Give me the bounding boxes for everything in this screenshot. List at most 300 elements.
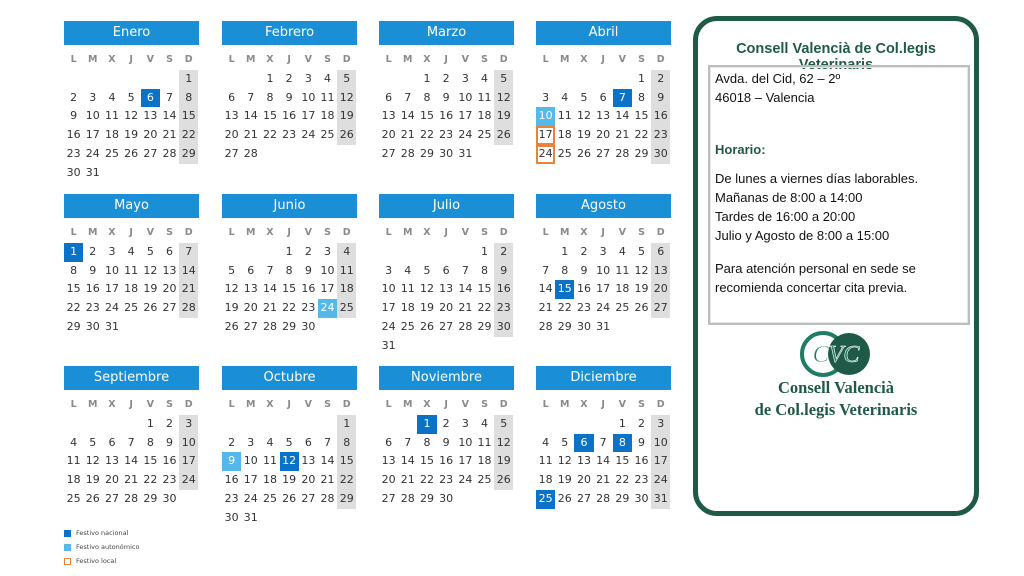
day-cell: 10 — [243, 454, 258, 468]
day-cell: 24 — [301, 128, 316, 142]
day-cell: 25 — [337, 299, 356, 318]
day-cell: 17 — [104, 282, 119, 296]
day-cell: 5 — [638, 244, 646, 258]
day-cell: 28 — [615, 146, 630, 160]
month-header: Julio — [379, 194, 514, 218]
day-cell: 25 — [262, 491, 277, 505]
day-cell: 4 — [542, 435, 550, 449]
day-cell: 5 — [494, 70, 513, 89]
empty-cell — [222, 70, 241, 89]
empty-cell — [122, 415, 141, 434]
weekday-label: L — [542, 227, 549, 238]
legend-national — [64, 526, 139, 540]
day-grid — [222, 51, 357, 164]
day-cell: 16 — [282, 109, 297, 123]
day-cell: 12 — [557, 454, 572, 468]
day-cell: 20 — [104, 473, 119, 487]
day-cell: 14 — [615, 109, 630, 123]
weekday-label: V — [618, 399, 627, 410]
day-cell: 15 — [419, 454, 434, 468]
day-cell: 22 — [337, 471, 356, 490]
weekday-label: J — [444, 399, 448, 410]
day-cell: 30 — [439, 146, 454, 160]
day-cell: 26 — [557, 491, 572, 505]
day-cell: 8 — [337, 434, 356, 453]
day-cell: 27 — [162, 301, 177, 315]
day-cell: 26 — [124, 146, 139, 160]
day-cell: 14 — [243, 109, 258, 123]
day-cell: 5 — [580, 90, 588, 104]
day-cell: 14 — [400, 454, 415, 468]
month-header: Agosto — [536, 194, 671, 218]
weekday-label: L — [385, 227, 392, 238]
day-cell: 13 — [224, 109, 239, 123]
day-cell: 4 — [561, 90, 569, 104]
weekday-label: J — [287, 54, 291, 65]
day-cell: 14 — [538, 282, 553, 296]
day-cell: 4 — [324, 71, 332, 85]
day-cell: 30 — [651, 145, 670, 164]
day-cell: 29 — [634, 146, 649, 160]
day-cell: 28 — [320, 491, 335, 505]
day-cell: 26 — [224, 319, 239, 333]
day-cell: 21 — [262, 301, 277, 315]
day-cell: 11 — [400, 282, 415, 296]
month-header: Mayo — [64, 194, 199, 218]
day-cell: 12 — [124, 109, 139, 123]
day-cell: 31 — [104, 319, 119, 333]
day-cell: 2 — [70, 90, 78, 104]
month-header: Octubre — [222, 366, 357, 390]
day-cell: 1 — [638, 71, 646, 85]
day-cell: 23 — [634, 473, 649, 487]
logo-letters: CVC — [812, 342, 860, 368]
day-cell: 11 — [557, 109, 572, 123]
panel-title: Consell Valencià de Col.legis Veterinaris — [736, 41, 936, 73]
month-header: Marzo — [379, 21, 514, 45]
weekday-label: S — [324, 227, 331, 238]
day-cell: 9 — [70, 109, 78, 123]
day-cell: 11 — [262, 454, 277, 468]
day-cell: 17 — [458, 454, 473, 468]
schedule-afternoons: Tardes de 16:00 a 20:00 — [715, 209, 856, 224]
day-cell: 21 — [458, 301, 473, 315]
day-cell: 19 — [419, 301, 434, 315]
day-cell: 23 — [224, 491, 239, 505]
day-cell: 30 — [85, 319, 100, 333]
day-cell: 4 — [481, 71, 489, 85]
day-cell: 15 — [337, 452, 356, 471]
day-cell: 16 — [494, 280, 513, 299]
day-cell: 22 — [66, 301, 81, 315]
day-cell: 11 — [477, 90, 492, 104]
weekday-label: S — [324, 399, 331, 410]
month-septiembre — [64, 366, 199, 509]
day-cell: 6 — [385, 90, 393, 104]
legend-autonomic-label: Festivo autonómico — [76, 543, 140, 551]
day-grid — [536, 396, 671, 509]
day-cell: 21 — [124, 473, 139, 487]
day-cell: 7 — [542, 263, 550, 277]
day-cell: 6 — [304, 435, 312, 449]
day-cell: 18 — [477, 454, 492, 468]
day-cell: 25 — [124, 301, 139, 315]
month-header: Septiembre — [64, 366, 199, 390]
legend — [64, 526, 139, 568]
day-cell: 27 — [224, 146, 239, 160]
legend-autonomic — [64, 540, 139, 554]
day-cell: 21 — [162, 128, 177, 142]
day-cell: 16 — [439, 109, 454, 123]
day-cell: 2 — [580, 244, 588, 258]
day-cell: 21 — [179, 280, 198, 299]
day-cell: 8 — [638, 90, 646, 104]
day-cell: 5 — [146, 244, 154, 258]
weekday-label: M — [403, 399, 413, 410]
day-cell: 3 — [461, 416, 469, 430]
empty-cell — [398, 415, 417, 434]
month-agosto — [536, 194, 671, 337]
day-cell: 17 — [301, 109, 316, 123]
weekday-label: X — [108, 399, 116, 410]
day-cell: 14 — [179, 262, 198, 281]
weekday-label: L — [70, 227, 77, 238]
weekday-label: V — [461, 54, 470, 65]
month-enero — [64, 21, 199, 183]
day-cell: 30 — [576, 319, 591, 333]
day-cell: 2 — [651, 70, 670, 89]
day-cell: 10 — [536, 107, 555, 126]
day-cell: 26 — [143, 301, 158, 315]
day-cell: 18 — [557, 128, 572, 142]
empty-cell — [222, 415, 241, 434]
empty-cell — [83, 415, 102, 434]
day-cell: 1 — [417, 415, 436, 434]
day-cell: 21 — [400, 128, 415, 142]
empty-cell — [318, 415, 337, 434]
weekday-label: J — [601, 227, 605, 238]
day-cell: 17 — [596, 282, 611, 296]
day-cell: 18 — [104, 128, 119, 142]
day-cell: 17 — [536, 126, 555, 145]
day-cell: 15 — [555, 280, 574, 299]
day-cell: 16 — [66, 128, 81, 142]
day-cell: 2 — [228, 435, 236, 449]
day-cell: 16 — [576, 282, 591, 296]
day-cell: 10 — [301, 90, 316, 104]
day-cell: 15 — [419, 109, 434, 123]
day-cell: 11 — [615, 263, 630, 277]
weekday-label: J — [444, 54, 448, 65]
day-cell: 9 — [638, 435, 646, 449]
day-cell: 12 — [634, 263, 649, 277]
day-cell: 1 — [179, 70, 198, 89]
day-cell: 11 — [320, 90, 335, 104]
month-febrero — [222, 21, 357, 164]
weekday-label: L — [542, 54, 549, 65]
month-junio — [222, 194, 357, 337]
day-cell: 24 — [458, 473, 473, 487]
weekday-label: S — [481, 54, 488, 65]
day-cell: 14 — [262, 282, 277, 296]
day-cell: 21 — [400, 473, 415, 487]
day-cell: 12 — [494, 89, 513, 108]
day-cell: 23 — [85, 301, 100, 315]
day-cell: 26 — [85, 491, 100, 505]
day-cell: 19 — [494, 452, 513, 471]
empty-cell — [536, 243, 555, 262]
day-cell: 17 — [458, 109, 473, 123]
day-cell: 17 — [243, 473, 258, 487]
day-cell: 2 — [494, 243, 513, 262]
day-cell: 1 — [481, 244, 489, 258]
day-cell: 7 — [324, 435, 332, 449]
day-cell: 13 — [104, 454, 119, 468]
day-cell: 20 — [301, 473, 316, 487]
day-cell: 21 — [538, 301, 553, 315]
day-cell: 9 — [442, 90, 450, 104]
weekday-label: S — [638, 227, 645, 238]
weekday-label: D — [656, 54, 665, 65]
day-cell: 30 — [634, 491, 649, 505]
legend-local — [64, 554, 139, 568]
day-cell: 4 — [337, 243, 356, 262]
day-cell: 10 — [85, 109, 100, 123]
day-cell: 11 — [104, 109, 119, 123]
day-grid — [379, 224, 514, 356]
day-cell: 30 — [162, 491, 177, 505]
weekday-label: L — [228, 227, 235, 238]
day-cell: 26 — [337, 126, 356, 145]
weekday-label: X — [580, 227, 588, 238]
day-cell: 23 — [301, 301, 316, 315]
day-cell: 8 — [285, 263, 293, 277]
day-cell: 19 — [143, 282, 158, 296]
empty-cell — [594, 415, 613, 434]
day-cell: 23 — [494, 299, 513, 318]
weekday-label: S — [481, 227, 488, 238]
weekday-label: M — [246, 227, 256, 238]
day-cell: 5 — [127, 90, 135, 104]
day-cell: 1 — [423, 71, 431, 85]
empty-cell — [241, 70, 260, 89]
day-cell: 8 — [613, 434, 632, 453]
month-header: Junio — [222, 194, 357, 218]
weekday-label: M — [403, 227, 413, 238]
day-cell: 20 — [596, 128, 611, 142]
day-cell: 10 — [104, 263, 119, 277]
weekday-label: V — [146, 399, 155, 410]
day-cell: 31 — [243, 510, 258, 524]
weekday-label: D — [342, 54, 351, 65]
day-cell: 30 — [301, 319, 316, 333]
day-cell: 22 — [419, 473, 434, 487]
day-cell: 31 — [381, 338, 396, 352]
day-cell: 8 — [561, 263, 569, 277]
weekday-label: D — [499, 227, 508, 238]
day-cell: 9 — [222, 452, 241, 471]
empty-cell — [574, 70, 593, 89]
day-cell: 12 — [576, 109, 591, 123]
day-grid — [222, 224, 357, 337]
day-cell: 28 — [400, 146, 415, 160]
month-header: Enero — [64, 21, 199, 45]
day-cell: 14 — [596, 454, 611, 468]
day-cell: 27 — [381, 146, 396, 160]
day-cell: 29 — [557, 319, 572, 333]
empty-cell — [102, 415, 121, 434]
day-cell: 22 — [143, 473, 158, 487]
day-cell: 20 — [576, 473, 591, 487]
weekday-label: S — [166, 54, 173, 65]
day-cell: 20 — [651, 280, 670, 299]
day-cell: 25 — [320, 128, 335, 142]
month-octubre — [222, 366, 357, 528]
weekday-label: D — [184, 227, 193, 238]
schedule-days: De lunes a viernes días laborables. — [715, 171, 919, 186]
day-cell: 3 — [324, 244, 332, 258]
day-cell: 23 — [576, 301, 591, 315]
day-cell: 21 — [615, 128, 630, 142]
day-cell: 16 — [634, 454, 649, 468]
weekday-label: X — [423, 54, 431, 65]
day-cell: 24 — [243, 491, 258, 505]
empty-cell — [64, 415, 83, 434]
day-cell: 2 — [89, 244, 97, 258]
day-grid — [379, 396, 514, 509]
day-cell: 29 — [337, 490, 356, 509]
day-cell: 18 — [538, 473, 553, 487]
day-cell: 20 — [224, 128, 239, 142]
day-cell: 4 — [618, 244, 626, 258]
day-cell: 29 — [615, 491, 630, 505]
day-cell: 2 — [638, 416, 646, 430]
day-cell: 8 — [146, 435, 154, 449]
day-cell: 22 — [615, 473, 630, 487]
day-cell: 17 — [381, 301, 396, 315]
weekday-label: S — [481, 399, 488, 410]
day-cell: 8 — [179, 89, 198, 108]
day-cell: 14 — [320, 454, 335, 468]
empty-cell — [379, 243, 398, 262]
day-cell: 20 — [243, 301, 258, 315]
day-cell: 27 — [439, 319, 454, 333]
day-cell: 4 — [70, 435, 78, 449]
day-cell: 28 — [243, 146, 258, 160]
weekday-label: X — [580, 54, 588, 65]
weekday-label: V — [618, 227, 627, 238]
empty-cell — [613, 70, 632, 89]
day-cell: 23 — [162, 473, 177, 487]
day-cell: 18 — [124, 282, 139, 296]
day-cell: 26 — [282, 491, 297, 505]
day-cell: 18 — [66, 473, 81, 487]
day-cell: 3 — [108, 244, 116, 258]
day-cell: 12 — [224, 282, 239, 296]
weekday-label: D — [499, 54, 508, 65]
day-cell: 4 — [404, 263, 412, 277]
day-cell: 27 — [301, 491, 316, 505]
day-cell: 16 — [162, 454, 177, 468]
day-cell: 7 — [461, 263, 469, 277]
day-cell: 1 — [561, 244, 569, 258]
day-cell: 11 — [538, 454, 553, 468]
day-cell: 16 — [301, 282, 316, 296]
day-cell: 27 — [596, 146, 611, 160]
weekday-label: S — [324, 54, 331, 65]
empty-cell — [379, 415, 398, 434]
day-cell: 26 — [576, 146, 591, 160]
day-cell: 24 — [85, 146, 100, 160]
day-cell: 16 — [85, 282, 100, 296]
month-abril — [536, 21, 671, 164]
day-cell: 3 — [461, 71, 469, 85]
weekday-label: V — [304, 227, 313, 238]
day-cell: 17 — [179, 452, 198, 471]
empty-cell — [574, 415, 593, 434]
day-cell: 12 — [494, 434, 513, 453]
month-mayo — [64, 194, 199, 337]
weekday-label: V — [618, 54, 627, 65]
day-cell: 18 — [262, 473, 277, 487]
day-cell: 19 — [557, 473, 572, 487]
day-cell: 22 — [179, 126, 198, 145]
local-swatch — [64, 558, 71, 565]
day-cell: 13 — [651, 262, 670, 281]
empty-cell — [241, 415, 260, 434]
day-cell: 1 — [618, 416, 626, 430]
day-cell: 10 — [458, 90, 473, 104]
day-cell: 20 — [381, 128, 396, 142]
day-grid — [536, 224, 671, 337]
day-cell: 30 — [439, 491, 454, 505]
day-cell: 21 — [243, 128, 258, 142]
day-cell: 26 — [494, 471, 513, 490]
day-cell: 22 — [557, 301, 572, 315]
day-cell: 7 — [599, 435, 607, 449]
day-cell: 7 — [404, 435, 412, 449]
day-cell: 26 — [634, 301, 649, 315]
day-cell: 9 — [166, 435, 174, 449]
weekday-label: S — [638, 399, 645, 410]
weekday-label: X — [423, 399, 431, 410]
empty-cell — [260, 243, 279, 262]
day-cell: 13 — [162, 263, 177, 277]
weekday-label: J — [444, 227, 448, 238]
day-grid — [379, 51, 514, 164]
day-cell: 12 — [419, 282, 434, 296]
empty-cell — [222, 243, 241, 262]
day-cell: 17 — [651, 452, 670, 471]
day-cell: 1 — [64, 243, 83, 262]
day-cell: 4 — [481, 416, 489, 430]
legend-national-label: Festivo nacional — [76, 529, 129, 537]
day-cell: 3 — [89, 90, 97, 104]
day-cell: 9 — [651, 89, 670, 108]
day-cell: 23 — [66, 146, 81, 160]
day-cell: 22 — [262, 128, 277, 142]
day-cell: 15 — [634, 109, 649, 123]
month-marzo — [379, 21, 514, 164]
weekday-label: M — [88, 399, 98, 410]
day-cell: 3 — [651, 415, 670, 434]
empty-cell — [555, 70, 574, 89]
day-cell: 19 — [224, 301, 239, 315]
day-cell: 28 — [262, 319, 277, 333]
weekday-label: L — [228, 399, 235, 410]
day-cell: 7 — [247, 90, 255, 104]
weekday-label: S — [166, 227, 173, 238]
